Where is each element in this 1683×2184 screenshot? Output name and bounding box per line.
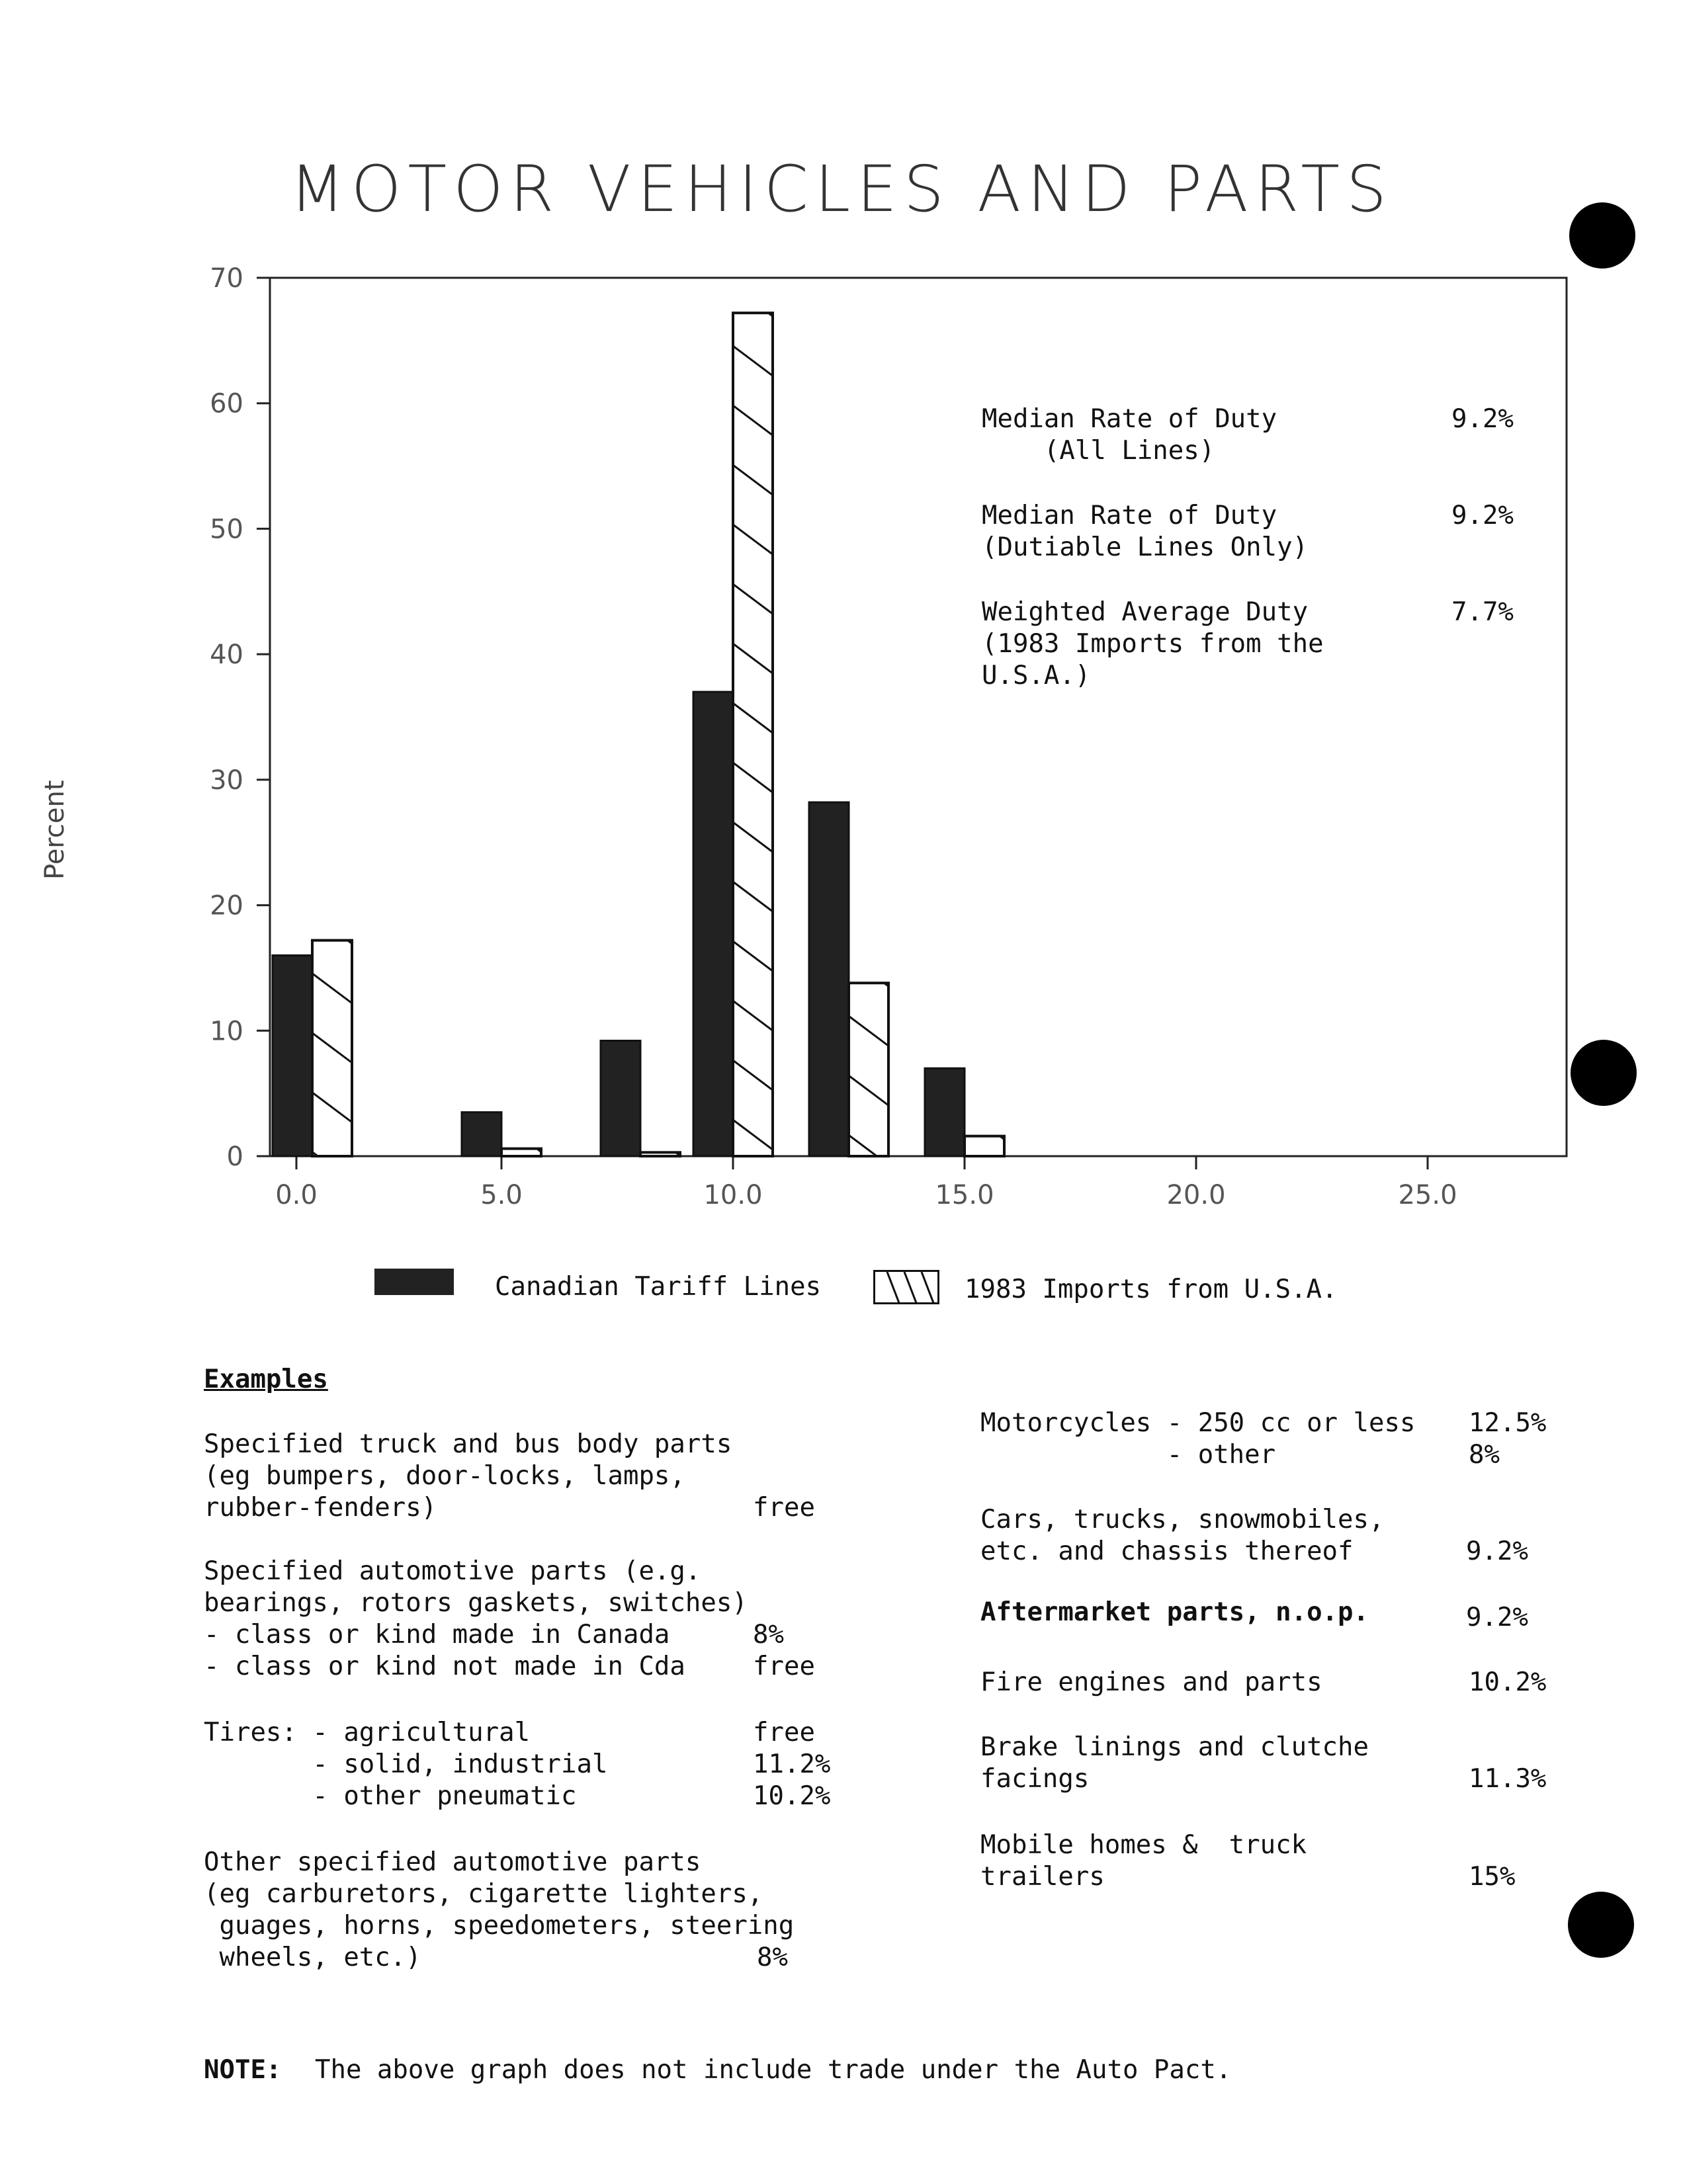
example-right-4: Brake linings and clutche facings bbox=[980, 1732, 1369, 1794]
bar-imports-outline bbox=[849, 983, 888, 1156]
stat-label-2: Weighted Average Duty (1983 Imports from the U.S.A.) bbox=[982, 597, 1324, 691]
bar-imports-outline bbox=[501, 1149, 541, 1156]
bar-imports-from-usa bbox=[640, 1126, 680, 1156]
example-right-4-rate: 11.3% bbox=[1469, 1764, 1547, 1794]
bar-canadian-tariff-lines bbox=[601, 1040, 640, 1156]
example-right-0-rate: 12.5% 8% bbox=[1469, 1408, 1547, 1470]
bar-imports-outline bbox=[733, 313, 773, 1156]
bar-canadian-tariff-lines bbox=[273, 955, 312, 1156]
stat-value-0: 9.2% bbox=[1451, 404, 1514, 434]
bar-canadian-tariff-lines bbox=[809, 802, 849, 1156]
example-right-3-rate: 10.2% bbox=[1469, 1667, 1547, 1697]
stat-label-0: Median Rate of Duty (All Lines) bbox=[982, 404, 1277, 466]
example-left-3: Other specified automotive parts (eg carburetors, cigarette lighters, guages, horns, speedometers, steering wheels, etc.) bbox=[204, 1847, 795, 1972]
example-left-1-rate: 8% free bbox=[753, 1620, 815, 1681]
stat-value-2: 7.7% bbox=[1451, 597, 1514, 627]
example-left-3-rate: 8% bbox=[757, 1943, 788, 1972]
example-left-2: Tires: - agricultural - solid, industrial - other pneumatic bbox=[204, 1718, 608, 1811]
bar-imports-outline bbox=[965, 1136, 1004, 1156]
hatch-swatch-icon bbox=[875, 1272, 939, 1304]
bar-canadian-tariff-lines bbox=[462, 1113, 501, 1156]
y-tick-label: 70 bbox=[210, 263, 243, 294]
stat-value-1: 9.2% bbox=[1451, 501, 1514, 530]
example-left-1: Specified automotive parts (e.g. bearings, rotors gaskets, switches) - class or kind made in Canada - class or kind not made in Cda bbox=[204, 1556, 748, 1681]
plot-frame bbox=[270, 278, 1567, 1156]
bar-imports-from-usa bbox=[312, 914, 352, 1182]
example-left-0-rate: free bbox=[753, 1493, 815, 1523]
bar-imports-from-usa bbox=[849, 956, 888, 1165]
legend-label-imports: 1983 Imports from U.S.A. bbox=[965, 1275, 1338, 1304]
x-tick-label: 25.0 bbox=[1398, 1180, 1457, 1210]
y-tick-label: 60 bbox=[210, 388, 243, 419]
y-tick-label: 10 bbox=[210, 1016, 243, 1047]
x-tick-label: 20.0 bbox=[1166, 1180, 1226, 1210]
legend-swatch-hatched bbox=[873, 1270, 939, 1304]
y-tick-label: 50 bbox=[210, 514, 243, 545]
x-tick-label: 5.0 bbox=[480, 1180, 523, 1210]
bar-imports-from-usa bbox=[733, 286, 773, 1209]
y-tick-label: 20 bbox=[210, 890, 243, 921]
note-text: The above graph does not include trade under the Auto Pact. bbox=[315, 2055, 1232, 2085]
example-right-2: Aftermarket parts, n.o.p. bbox=[980, 1597, 1369, 1627]
x-tick-label: 0.0 bbox=[275, 1180, 318, 1210]
chart-title: MOTOR VEHICLES AND PARTS bbox=[290, 152, 1393, 226]
x-tick-label: 15.0 bbox=[935, 1180, 994, 1210]
example-right-5-rate: 15% bbox=[1469, 1862, 1516, 1892]
example-right-1-rate: 9.2% bbox=[1466, 1536, 1528, 1566]
example-right-2-rate: 9.2% bbox=[1466, 1603, 1528, 1632]
y-tick-label: 0 bbox=[226, 1142, 243, 1172]
legend-swatch-solid bbox=[374, 1269, 454, 1295]
note-label: NOTE: bbox=[204, 2055, 282, 2085]
stat-label-1: Median Rate of Duty (Dutiable Lines Only) bbox=[982, 501, 1309, 562]
examples-heading: Examples bbox=[204, 1365, 328, 1394]
y-tick-label: 30 bbox=[210, 765, 243, 796]
y-tick-label: 40 bbox=[210, 640, 243, 671]
legend-label-canadian: Canadian Tariff Lines bbox=[495, 1272, 822, 1302]
example-left-0: Specified truck and bus body parts (eg bumpers, door-locks, lamps, rubber-fenders) bbox=[204, 1429, 732, 1523]
bar-canadian-tariff-lines bbox=[925, 1068, 965, 1156]
example-right-0: Motorcycles - 250 cc or less - other bbox=[980, 1408, 1416, 1470]
x-tick-label: 10.0 bbox=[703, 1180, 763, 1210]
y-axis-label: Percent bbox=[40, 780, 70, 880]
bar-canadian-tariff-lines bbox=[693, 692, 733, 1156]
bar-imports-outline bbox=[640, 1152, 680, 1156]
example-right-5: Mobile homes & truck trailers bbox=[980, 1830, 1307, 1892]
example-right-1: Cars, trucks, snowmobiles, etc. and chassis thereof bbox=[980, 1505, 1385, 1566]
example-right-3: Fire engines and parts bbox=[980, 1667, 1322, 1697]
example-left-2-rate: free 11.2% 10.2% bbox=[753, 1718, 831, 1811]
binder-hole-bottom bbox=[1568, 1892, 1634, 1958]
